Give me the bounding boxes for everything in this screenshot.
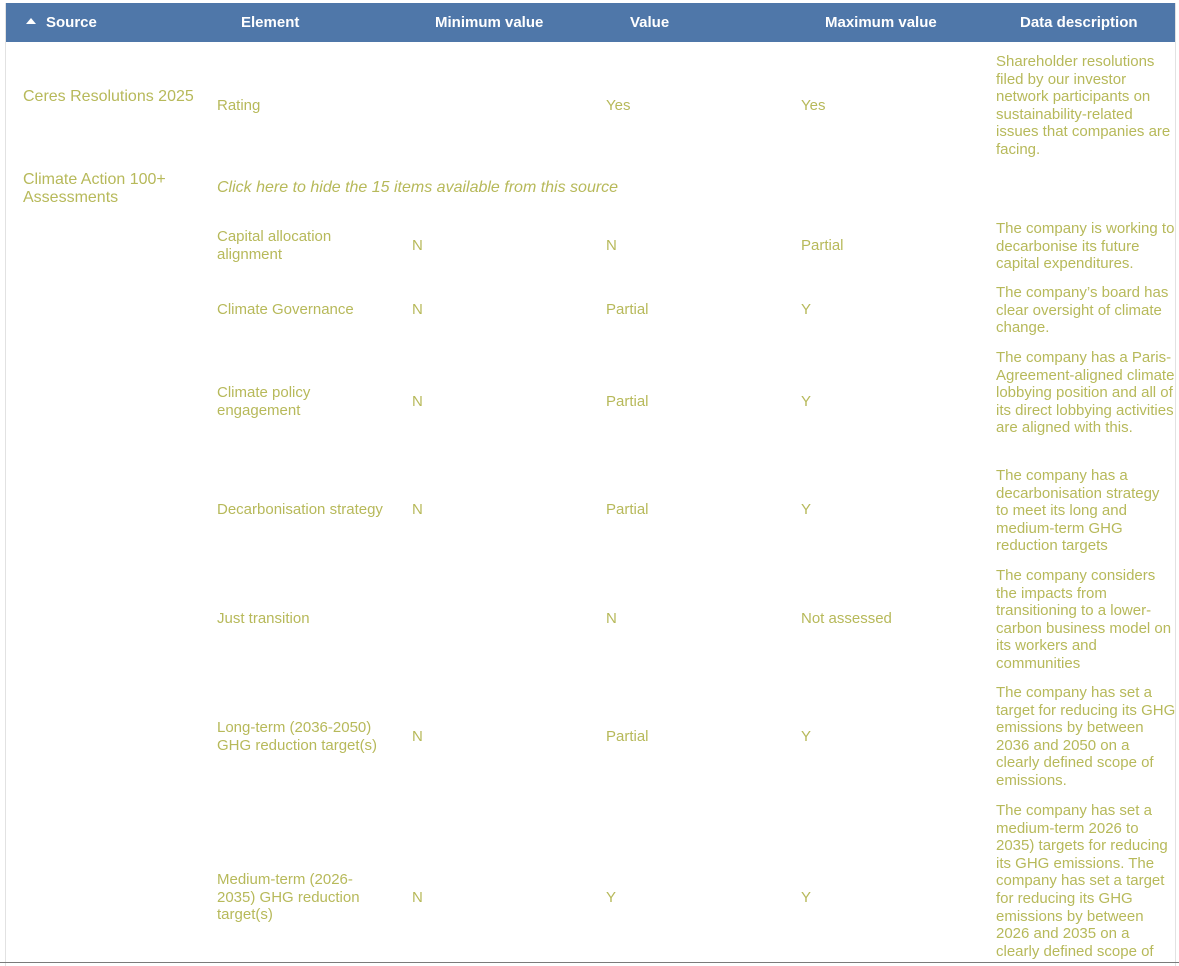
value-cell: Partial: [606, 301, 649, 318]
element-cell: Medium-term (2026-2035) GHG reduction target(s): [217, 871, 360, 923]
value-cell: N: [606, 237, 617, 254]
description-cell: Shareholder resolutions filed by our investor network participants on sustainability-related issues that companies are facing.: [996, 53, 1171, 158]
element-cell: Capital allocation alignment: [217, 228, 332, 263]
column-header-description[interactable]: Data description: [1020, 14, 1138, 31]
min-value-cell: N: [412, 237, 423, 254]
description-cell: The company has a Paris-Agreement-aligned climate lobbying position and all of its direct lobbying activities are aligned with this.: [996, 349, 1175, 437]
element-cell: Rating: [217, 97, 261, 114]
element-cell: Decarbonisation strategy: [217, 501, 383, 518]
max-value-cell: Partial: [801, 237, 844, 254]
value-cell: N: [606, 610, 617, 627]
column-header-source[interactable]: Source: [46, 14, 97, 31]
description-cell: The company’s board has clear oversight of climate change.: [996, 284, 1169, 337]
max-value-cell: Not assessed: [801, 610, 892, 627]
source-name: Ceres Resolutions 2025: [23, 88, 194, 105]
value-cell: Partial: [606, 728, 649, 745]
max-value-cell: Y: [801, 501, 812, 518]
max-value-cell: Y: [801, 301, 812, 318]
description-cell: The company has set a medium-term 2026 to 2035) targets for reducing its GHG emissions. The company has set a target for reducing its GHG emissions by between 2026 and 2035 on a clearly defined scope of: [996, 802, 1168, 960]
column-header-maximum[interactable]: Maximum value: [825, 14, 937, 31]
max-value-cell: Y: [801, 889, 812, 906]
description-cell: The company considers the impacts from transitioning to a lower-carbon business model on its workers and communities: [996, 567, 1172, 672]
source-name: Climate Action 100+ Assessments: [23, 171, 166, 206]
min-value-cell: N: [412, 301, 423, 318]
min-value-cell: N: [412, 728, 423, 745]
table-header: [6, 3, 1175, 42]
toggle-items-link[interactable]: Click here to hide the 15 items available from this source: [217, 179, 619, 196]
column-header-element[interactable]: Element: [241, 14, 300, 31]
element-cell: Climate Governance: [217, 301, 354, 318]
data-table: [5, 3, 1176, 966]
description-cell: The company has a decarbonisation strategy to meet its long and medium-term GHG reduction targets: [996, 467, 1160, 555]
max-value-cell: Y: [801, 728, 812, 745]
bottom-divider: [0, 962, 1179, 963]
description-cell: The company has set a target for reducing its GHG emissions by between 2036 and 2050 on a clearly defined scope of emissions.: [996, 684, 1176, 789]
value-cell: Partial: [606, 393, 649, 410]
sort-ascending-icon[interactable]: [26, 18, 36, 24]
value-cell: Y: [606, 889, 617, 906]
column-header-minimum[interactable]: Minimum value: [435, 14, 544, 31]
value-cell: Partial: [606, 501, 649, 518]
value-cell: Yes: [606, 97, 631, 114]
description-cell: The company is working to decarbonise its future capital expenditures.: [996, 220, 1175, 273]
min-value-cell: N: [412, 393, 423, 410]
element-cell: Long-term (2036-2050) GHG reduction target(s): [217, 719, 378, 754]
max-value-cell: Yes: [801, 97, 826, 114]
element-cell: Just transition: [217, 610, 310, 627]
element-cell: Climate policy engagement: [217, 384, 311, 419]
min-value-cell: N: [412, 889, 423, 906]
min-value-cell: N: [412, 501, 423, 518]
column-header-value[interactable]: Value: [630, 14, 670, 31]
max-value-cell: Y: [801, 393, 812, 410]
